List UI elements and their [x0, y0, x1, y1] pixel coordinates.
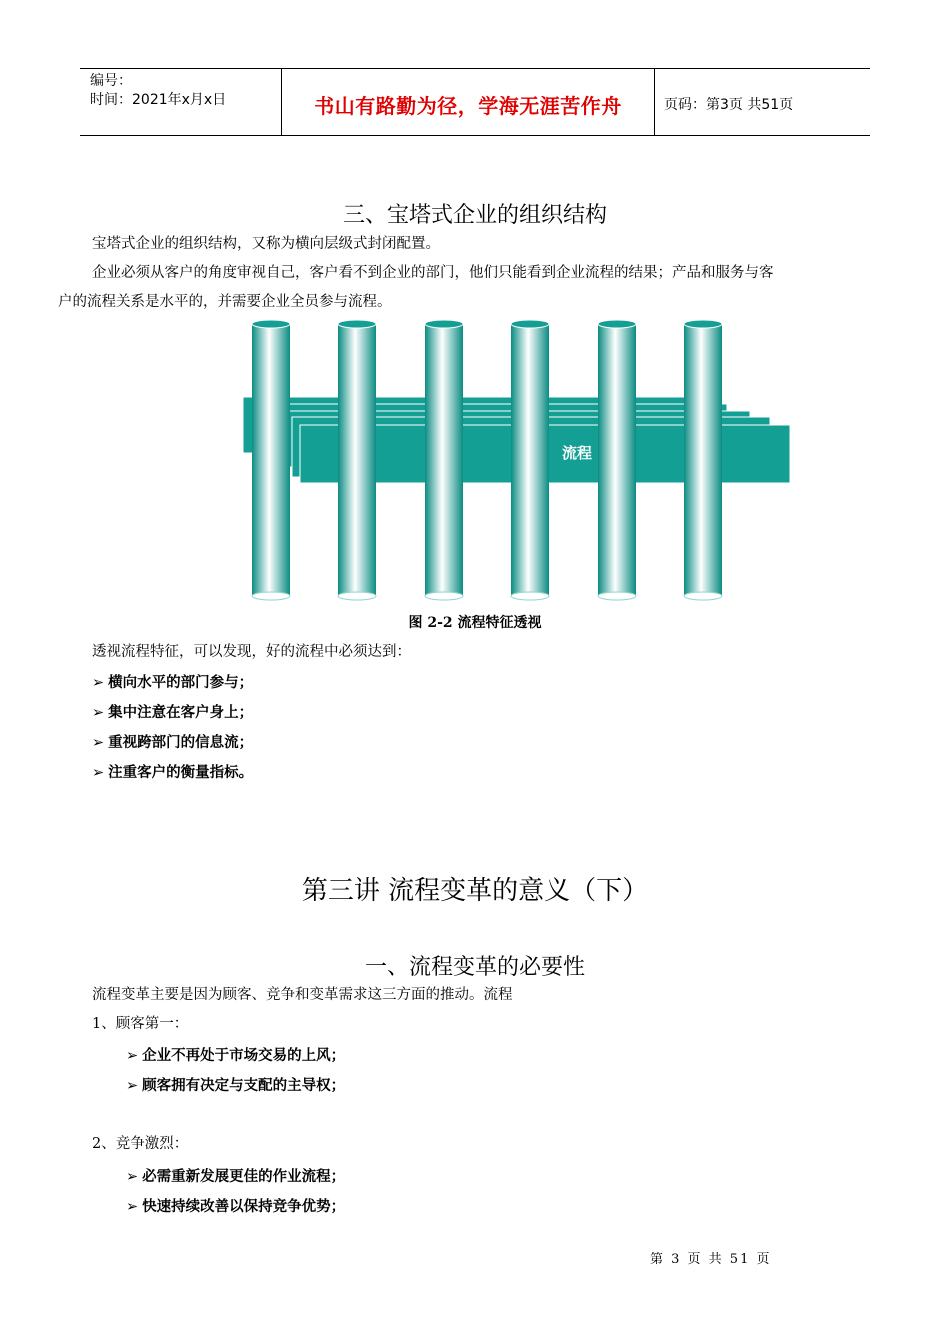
paragraph: 户的流程关系是水平的，并需要企业全员参与流程。 [58, 294, 392, 310]
header-page-info: 页码：第3页 共51页 [664, 97, 794, 113]
figure-caption: 图 2-2 流程特征透视 [408, 615, 542, 631]
header-left-cell [90, 72, 226, 110]
arrow-bullet-icon: ➢ [126, 1199, 139, 1215]
section-title-necessity: 一、流程变革的必要性 [364, 955, 585, 980]
header-bottom-rule [80, 135, 870, 136]
group-title: 1、顾客第一： [92, 1016, 189, 1032]
arrow-bullet-icon: ➢ [92, 675, 105, 691]
list-item: ➢ 重视跨部门的信息流； [92, 735, 254, 751]
department-pillar [684, 320, 722, 600]
arrow-bullet-icon: ➢ [92, 705, 105, 721]
header-divider-2 [654, 68, 655, 135]
list-item: ➢ 快速持续改善以保持竞争优势； [126, 1199, 346, 1215]
process-diagram [240, 318, 800, 604]
department-pillar [425, 320, 463, 600]
list-item: ➢ 顾客拥有决定与支配的主导权； [126, 1078, 346, 1094]
list-item: ➢ 必需重新发展更佳的作业流程； [126, 1169, 346, 1185]
doc-time-label: 时间：2021年x月x日 [90, 92, 227, 108]
process-band-label: 流程 [562, 444, 593, 462]
arrow-bullet-icon: ➢ [92, 765, 105, 781]
arrow-bullet-icon: ➢ [126, 1169, 139, 1185]
department-pillar [252, 320, 290, 600]
group-title: 2、竞争激烈： [92, 1136, 189, 1152]
list-item: ➢ 集中注意在客户身上； [92, 705, 254, 721]
department-pillar [511, 320, 549, 600]
paragraph: 流程变革主要是因为顾客、竞争和变革需求这三方面的推动。流程 [92, 987, 513, 1003]
department-pillar [338, 320, 376, 600]
list-item: ➢ 企业不再处于市场交易的上风； [126, 1048, 346, 1064]
section-title-pagoda: 三、宝塔式企业的组织结构 [342, 203, 607, 228]
paragraph: 企业必须从客户的角度审视自己，客户看不到企业的部门，他们只能看到企业流程的结果；产品和服务与客 [92, 265, 774, 281]
department-pillar [598, 320, 636, 600]
paragraph: 宝塔式企业的组织结构，又称为横向层级式封闭配置。 [92, 236, 440, 252]
lecture-title: 第三讲 流程变革的意义（下） [301, 876, 649, 906]
page-footer: 第 3 页 共 51 页 [650, 1252, 772, 1267]
header-top-rule [80, 68, 870, 69]
arrow-bullet-icon: ➢ [92, 735, 105, 751]
doc-number-label: 编号： [90, 73, 132, 89]
paragraph: 透视流程特征，可以发现，好的流程中必须达到： [92, 644, 411, 660]
list-item: ➢ 注重客户的衡量指标。 [92, 765, 254, 781]
arrow-bullet-icon: ➢ [126, 1048, 139, 1064]
arrow-bullet-icon: ➢ [126, 1078, 139, 1094]
list-item: ➢ 横向水平的部门参与； [92, 675, 254, 691]
header-motto: 书山有路勤为径，学海无涯苦作舟 [314, 94, 622, 118]
